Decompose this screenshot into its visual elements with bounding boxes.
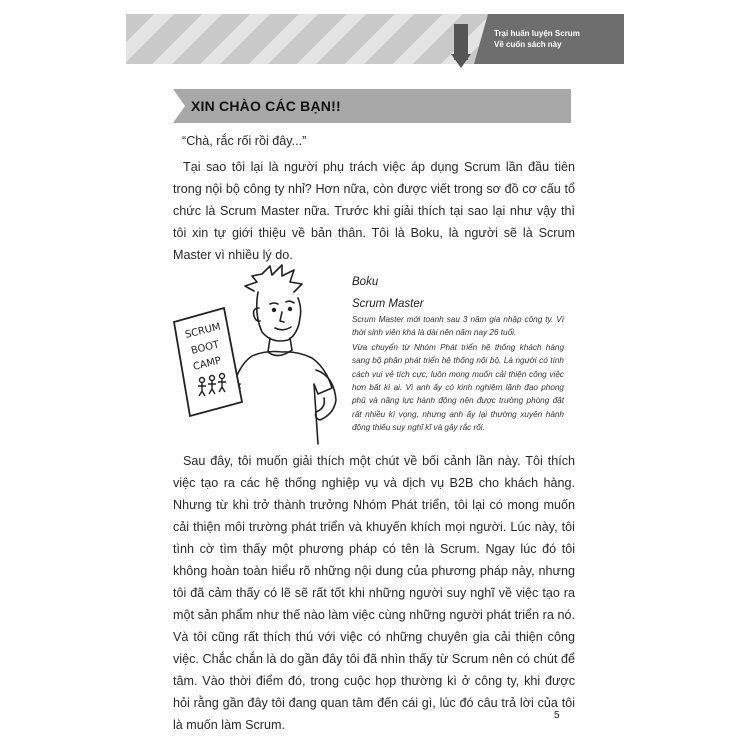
hair — [245, 265, 302, 292]
character-caption — [352, 276, 564, 435]
face — [257, 292, 301, 341]
character-name: Boku — [352, 276, 379, 288]
paragraph-intro: Tại sao tôi lại là người phụ trách việc áp dụng Scrum lần đầu tiên trong nội bộ công ty nhỉ? Hơn nữa, còn được viết trong sơ đồ cơ cấu tổ chức là Scrum Master nữa. Trước khi giải thích tại sao lại như vậy thì tôi xin tự giới thiệu về bản thân. Tôi là Boku, là người sẽ là Scrum Master vì nhiều lý do. — [173, 160, 575, 262]
sign-line-1: SCRUM — [184, 321, 222, 341]
boku-illustration — [166, 252, 366, 452]
book-page — [126, 14, 624, 736]
sign-line-3: CAMP — [192, 355, 223, 373]
header-chapter-title: Về cuốn sách này — [494, 40, 562, 49]
section-heading-bar — [173, 89, 571, 123]
character-description-2: Vừa chuyển từ Nhóm Phát triển hệ thống khách hàng sang bộ phận phát triển hệ thống nội bộ. Là người có tính cách vui vẻ tích cực, luôn mong muốn cải thiện công việc hơn bất kì ai. Vì anh ấy có kinh nghiệm lãnh đạo phong phú và năng lực hành động nên được trường phòng đặt rất nhiều kì vọng, nhưng anh ấy lại thường xuyên hành động thiếu suy nghĩ kĩ và gây rắc rối. — [352, 342, 564, 433]
sign-line-2: BOOT — [190, 339, 221, 357]
paragraph-background: Sau đây, tôi muốn giải thích một chút về bối cảnh lần này. Tôi thích việc tạo ra các hệ thống nghiệp vụ và dịch vụ B2B cho khách hàng. Nhưng từ khi trở thành trưởng Nhóm Phát triển, tôi lại có mong muốn cải thiện môi trường phát triển và khuyến khích mọi người. Lúc này, tôi tình cờ tìm thấy một phương pháp có tên là Scrum. Ngay lúc đó tôi không hoàn toàn hiểu rõ những nội dung của phương pháp này, nhưng tôi đã cảm thấy có lẽ sẽ rất tốt khi những người suy nghĩ về việc tạo ra một sản phẩm như thế nào làm việc cùng những người phát triển ra nó. Và tôi cũng rất thích thú với việc có những chuyên gia cải thiện công việc. Chắc chắn là do gần đây tôi đã nhìn thấy từ Scrum nên có chút để tâm. Vào thời điểm đó, trong cuộc họp thường kì ở công ty, khi được hỏi rằng gần đây tôi đang quan tâm đến cái gì, lúc đó câu trả lời của tôi là muốn làm Scrum. — [173, 454, 575, 732]
opening-quote: “Chà, rắc rối rồi đây...” — [182, 134, 307, 148]
section-title: XIN CHÀO CÁC BẠN!! — [191, 98, 341, 114]
scrum-boot-camp-sign — [174, 308, 242, 416]
bookmark-icon — [454, 24, 468, 60]
character-role: Scrum Master — [352, 298, 424, 310]
t-shirt — [234, 352, 332, 445]
section-arrow-icon — [173, 89, 185, 123]
header-text — [494, 28, 622, 50]
header-series-title: Trại huấn luyện Scrum — [494, 29, 580, 38]
character-description-1: Scrum Master mới toanh sau 3 năm gia nhập công ty. Vì thời sinh viên khá là dài nên năm nay 26 tuổi. — [352, 315, 564, 338]
page-number: 5 — [554, 710, 560, 721]
